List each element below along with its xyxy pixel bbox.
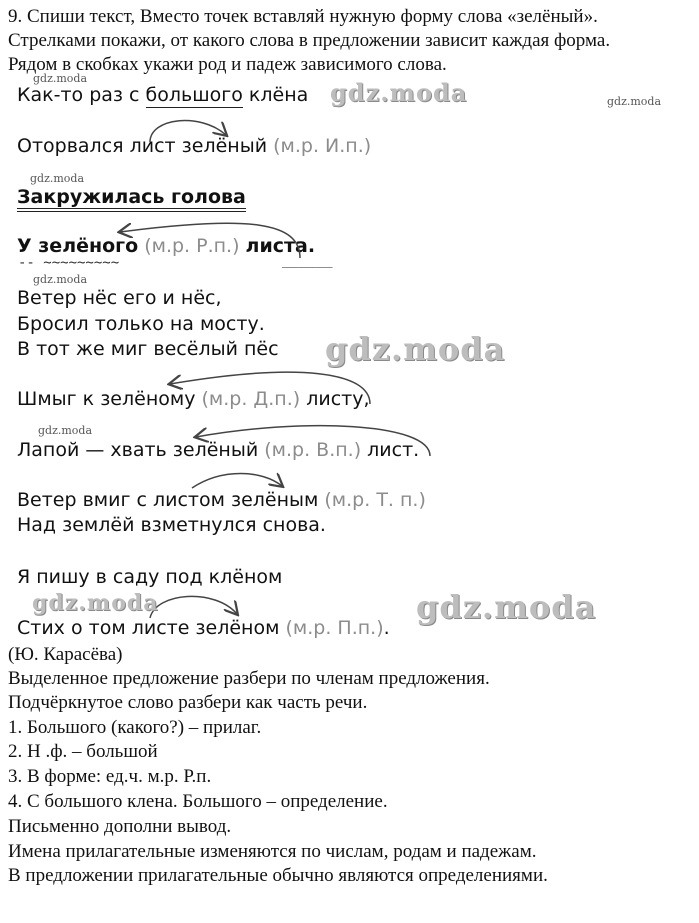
watermark-small: gdz.moda	[38, 424, 93, 437]
watermark-large: gdz.moda	[416, 588, 597, 626]
sentence-parse-marks-left: -- ~~~~~~~~~	[18, 255, 120, 271]
watermark-large: gdz.moda	[330, 78, 468, 107]
note-line-5: 3. В форме: ед.ч. м.р. Р.п.	[8, 766, 212, 787]
grammar-note: (м.р. Р.п.)	[138, 235, 246, 257]
poem-line-5: Ветер нёс его и нёс,	[17, 287, 222, 309]
poem-line-9-end: лист.	[361, 439, 420, 461]
watermark-large: gdz.moda	[325, 330, 506, 368]
arrow-list-to-zelenyi-2	[196, 426, 430, 456]
note-line-2: Подчёркнутое слово разбери как часть речи.	[8, 692, 368, 713]
poem-line-2-text: Оторвался лист зелёный	[17, 135, 268, 157]
highlighted-sentence-subject-predicate: Закружилась голова	[17, 186, 246, 212]
poem-line-7: В тот же миг весёлый пёс	[17, 338, 279, 360]
task-line-1: 9. Спиши текст, Вместо точек вставляй нужную форму слова «зелёный».	[8, 6, 598, 27]
poem-line-8-start: Шмыг к зелёному	[17, 388, 196, 410]
poem-line-13-text: Стих о том листе зелёном	[17, 617, 280, 639]
note-line-7: Письменно дополни вывод.	[8, 816, 232, 837]
watermark-small: gdz.moda	[33, 72, 88, 85]
poem-line-10-text: Ветер вмиг с листом зелёным	[17, 489, 319, 511]
poem-line-4-word: листа	[245, 235, 308, 257]
poem-line-4-end: .	[307, 235, 316, 257]
note-line-6: 4. С большого клена. Большого – определение.	[8, 791, 388, 812]
grammar-note: (м.р. Т. п.)	[318, 489, 426, 511]
grammar-note: (м.р. Д.п.)	[195, 388, 301, 410]
poem-line-8-end: листу,	[300, 388, 370, 410]
watermark-small: gdz.moda	[33, 273, 88, 286]
underlined-word-bolshogo: большого	[145, 84, 243, 106]
arrow-list-to-zelenyi	[150, 121, 226, 142]
note-line-8: Имена прилагательные изменяются по числам, родам и падежам.	[8, 841, 537, 862]
poem-line-13-end: .	[383, 617, 390, 639]
watermark-large: gdz.moda	[32, 590, 159, 616]
poem-line-1-end: клёна	[242, 84, 309, 106]
poem-line-12: Я пишу в саду под клёном	[17, 566, 283, 588]
poem-line-9-start: Лапой — хвать зелёный	[17, 439, 259, 461]
poem-line-6: Бросил только на мосту.	[17, 313, 265, 335]
author-credit: (Ю. Карасёва)	[8, 644, 123, 665]
poem-line-11: Над землёй взметнулся снова.	[17, 514, 326, 536]
arrow-listom-to-zelenym	[192, 474, 282, 489]
grammar-note: (м.р. П.п.)	[279, 617, 384, 639]
poem-line-4-start: У зелёного	[17, 235, 139, 257]
arrow-lista-to-zelenogo	[120, 223, 300, 258]
watermark-small: gdz.moda	[30, 172, 85, 185]
poem-line-1-start: Как-то раз с	[17, 84, 146, 106]
note-line-1: Выделенное предложение разбери по членам предложения.	[8, 668, 490, 689]
task-line-3: Рядом в скобках укажи род и падеж зависимого слова.	[8, 54, 447, 75]
note-line-4: 2. Н .ф. – большой	[8, 741, 158, 762]
grammar-note: (м.р. В.п.)	[258, 439, 362, 461]
note-line-9: В предложении прилагательные обычно являются определениями.	[8, 865, 548, 886]
watermark-small: gdz.moda	[607, 95, 662, 108]
sentence-parse-marks-right: ______	[282, 252, 333, 268]
grammar-note: (м.р. И.п.)	[267, 135, 372, 157]
note-line-3: 1. Большого (какого?) – прилаг.	[8, 717, 262, 738]
arrow-liste-to-zelenom	[150, 596, 237, 618]
arrow-listu-to-zelenomu	[170, 372, 370, 404]
task-line-2: Стрелками покажи, от какого слова в предложении зависит каждая форма.	[8, 30, 611, 51]
